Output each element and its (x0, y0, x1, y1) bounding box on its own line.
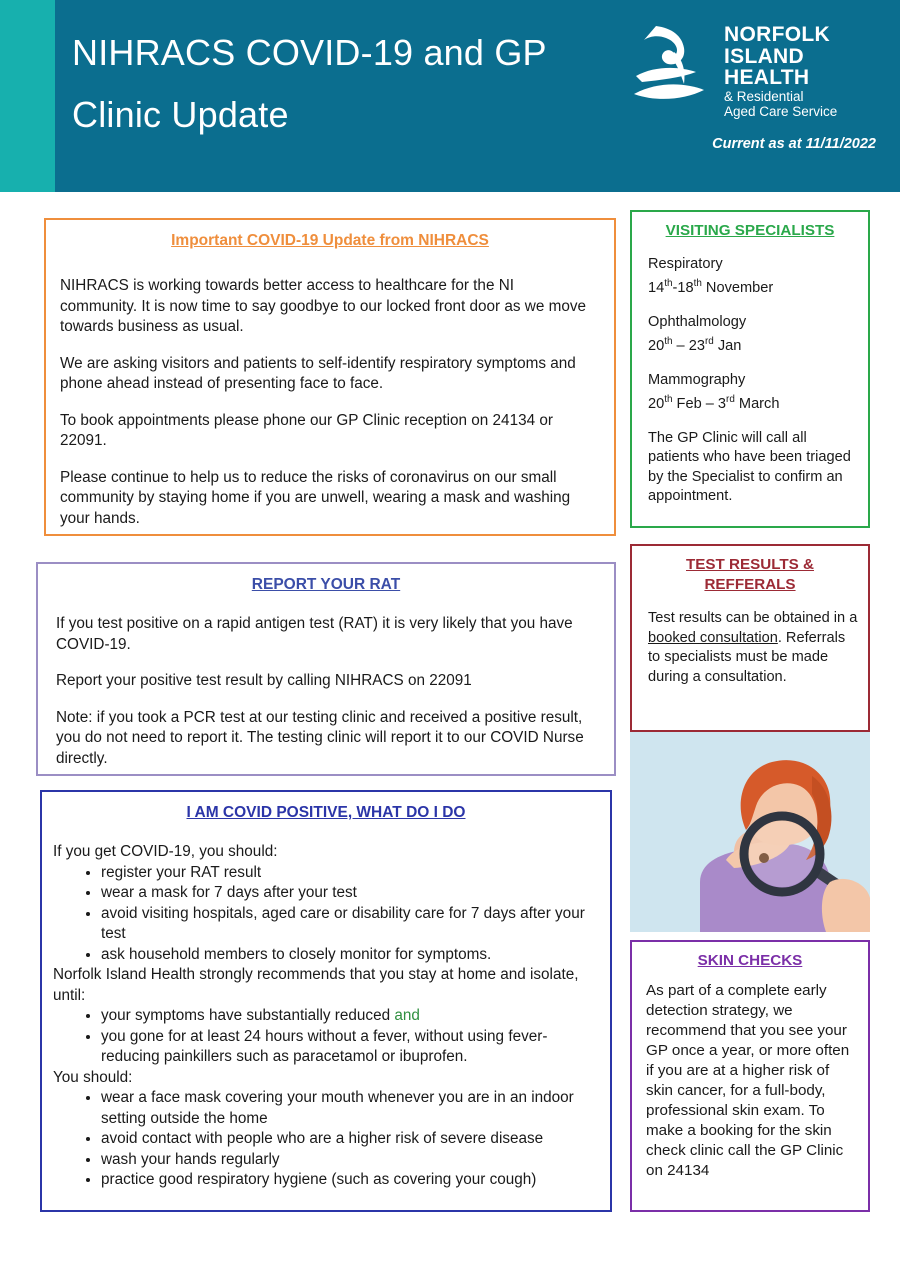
list-item: • practice good respiratory hygiene (such as covering your cough) (101, 1170, 600, 1191)
date-ordinal: th (693, 278, 702, 290)
covid-positive-intro: If you get COVID-19, you should: (53, 843, 278, 860)
important-update-paragraph-1: NIHRACS is working towards better access to healthcare for the NI community. It is now time to say goodbye to our locked front door as we move towards business as usual. (60, 277, 587, 335)
date-prefix: 14 (648, 280, 665, 297)
logo-line-4: & Residential (724, 88, 804, 104)
visiting-specialists-title: VISITING SPECIALISTS (665, 222, 835, 239)
report-rat-title: REPORT YOUR RAT (251, 576, 401, 593)
important-update-paragraph-3: To book appointments please phone our GP Clinic reception on 24134 or 22091. (60, 411, 553, 449)
covid-positive-you-should: You should: (53, 1068, 133, 1086)
test-results-title (632, 555, 868, 595)
list-item: • wear a mask for 7 days after your test (101, 883, 600, 904)
page-title: NIHRACS COVID-19 and GP Clinic Update (72, 32, 547, 135)
list-item: • wear a face mask covering your mouth whenever you are in an indoor setting outside the home (101, 1088, 600, 1129)
specialist-entry (648, 371, 858, 415)
list-item: • wash your hands regularly (101, 1150, 600, 1171)
important-update-panel (44, 218, 616, 536)
specialist-name: Respiratory (648, 256, 723, 272)
visiting-specialists-panel (630, 210, 870, 528)
specialist-dates (648, 338, 741, 354)
date-mid: Feb – 3 (672, 396, 727, 413)
important-update-title: Important COVID-19 Update from NIHRACS (171, 232, 489, 249)
specialist-dates (648, 280, 773, 296)
date-ordinal: rd (704, 336, 714, 348)
covid-positive-third-list (53, 1088, 600, 1191)
date-ordinal: th (664, 394, 673, 406)
important-update-paragraph-2: We are asking visitors and patients to self-identify respiratory symptoms and phone ahead instead of presenting face to face. (60, 354, 576, 392)
header-accent-strip (0, 0, 55, 192)
test-results-title-line-1: TEST RESULTS & (686, 556, 814, 573)
test-results-title-line-2: REFFERALS (704, 576, 796, 593)
list-item: • you gone for at least 24 hours without a fever, without using fever-reducing painkillers such as paracetamol or ibuprofen. (101, 1027, 600, 1068)
report-rat-paragraph-3: Note: if you took a PCR test at our testing clinic and received a positive result, you do not need to report it. The testing clinic will report it to our COVID Nurse directly. (56, 708, 584, 767)
list-item-suffix: and (394, 1007, 420, 1024)
logo-wordmark (724, 24, 837, 119)
specialist-entry (648, 255, 858, 299)
test-results-panel (630, 544, 870, 732)
report-rat-body (38, 614, 614, 769)
visiting-specialists-footnote: The GP Clinic will call all patients who have been triaged by the Specialist to confirm an appointment. (648, 429, 851, 505)
date-ordinal: rd (726, 394, 735, 406)
report-rat-paragraph-2: Report your positive test result by calling NIHRACS on 22091 (56, 672, 472, 689)
date-ordinal: th (664, 336, 673, 348)
logo-line-5: Aged Care Service (724, 103, 838, 119)
visiting-specialists-body (632, 255, 868, 507)
page-header (0, 0, 900, 192)
covid-positive-first-list (53, 863, 600, 966)
list-item: • avoid visiting hospitals, aged care or disability care for 7 days after your test (101, 904, 600, 945)
test-results-text-part-2: . Referrals to specialists must be made during a consultation. (648, 629, 846, 685)
report-rat-panel (36, 562, 616, 776)
skin-checks-title: SKIN CHECKS (697, 952, 803, 969)
current-as-at-date: Current as at 11/11/2022 (712, 136, 876, 152)
specialist-name: Ophthalmology (648, 313, 747, 330)
specialist-entry (648, 313, 858, 357)
date-suffix: Jan (713, 338, 742, 355)
specialist-name: Mammography (648, 371, 746, 388)
test-results-body (632, 609, 868, 687)
test-results-text-part-1: Test results can be obtained in a (648, 610, 858, 626)
important-update-paragraph-4: Please continue to help us to reduce the risks of coronavirus on our small community by staying home if you are unwell, wearing a mask and washing your hands. (60, 468, 571, 527)
skin-checks-body: As part of a complete early detection strategy, we recommend that you see your GP once a year, or more often if you are at a higher risk of skin cancer, for a full-body, professional skin exam. To make a booking for the skin check clinic call the GP Clinic on 24134 (646, 982, 850, 1179)
date-mid: – 23 (672, 338, 705, 355)
covid-positive-panel (40, 790, 612, 1212)
date-suffix: November (701, 280, 774, 297)
list-item: • register your RAT result (101, 863, 600, 884)
list-item: • ask household members to closely monitor for symptoms. (101, 945, 600, 966)
date-suffix: March (734, 396, 780, 413)
date-prefix: 20 (648, 396, 665, 413)
skin-checks-panel (630, 940, 870, 1212)
logo-line-1: NORFOLK (724, 23, 830, 46)
covid-positive-body (42, 842, 610, 1191)
list-item: • avoid contact with people who are a higher risk of severe disease (101, 1129, 600, 1150)
important-update-body (46, 276, 614, 529)
specialist-dates (648, 396, 779, 412)
logo-line-3: HEALTH (724, 66, 810, 89)
covid-positive-second-list (53, 1006, 600, 1068)
organisation-logo (620, 18, 876, 126)
list-item (101, 1006, 600, 1027)
covid-positive-middle-text: Norfolk Island Health strongly recommends that you stay at home and isolate, until: (53, 966, 579, 1004)
date-ordinal: th (664, 278, 673, 290)
logo-mark-icon (620, 22, 720, 122)
skin-check-illustration (630, 732, 870, 932)
covid-positive-title: I AM COVID POSITIVE, WHAT DO I DO (186, 804, 466, 821)
date-prefix: 20 (648, 338, 665, 355)
list-item-text: your symptoms have substantially reduced (101, 1007, 391, 1024)
report-rat-paragraph-1: If you test positive on a rapid antigen test (RAT) it is very likely that you have COVID-19. (56, 615, 573, 653)
booked-consultation-link[interactable]: booked consultation (648, 629, 778, 646)
date-mid: -18 (672, 280, 694, 297)
logo-line-2: ISLAND (724, 44, 804, 68)
